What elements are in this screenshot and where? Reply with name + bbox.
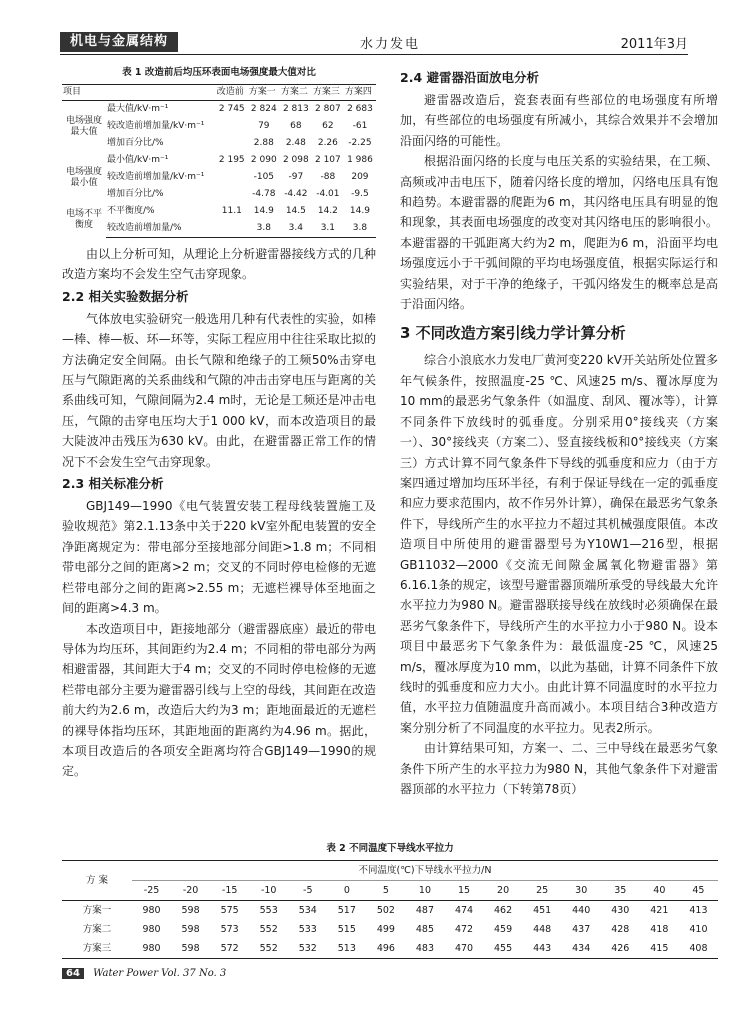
- header-rule: [60, 54, 688, 55]
- table2-temp-cell: 15: [445, 881, 484, 901]
- table1-cell: 209: [351, 172, 369, 182]
- table2-temp-cell: 40: [640, 881, 679, 901]
- table1-header-cell: 项目: [62, 85, 106, 101]
- table2-temp-cell: 20: [484, 881, 523, 901]
- table2-cell: 410: [689, 924, 708, 935]
- table1-row: [62, 152, 376, 169]
- table2: [62, 860, 718, 959]
- table1-cell: 1 986: [347, 155, 373, 165]
- paragraph: 本改造项目中，距接地部分（避雷器底座）最近的带电导体为均压环，其间距约为2.4 m；不同相的带电部分为两相避雷器，其间距大于4 m；交叉的不同时停电检修的无遮栏带电部分主要为避雷器引线与上空的母线，其间距在改造前大约为2.6 m，改造后大约为3 m；距地面最近的无遮栏的裸导体指均压环，其距地面的距离约为4.96 m。据此，本项目改造后的各项安全距离均符合GBJ149—1990的规定。: [62, 621, 376, 779]
- table2-cell: 598: [181, 924, 200, 935]
- table2-block: [62, 842, 718, 959]
- table2-cell: 533: [298, 924, 317, 935]
- table2-cell: 470: [445, 939, 484, 959]
- table2-temp-cell: 25: [523, 881, 562, 901]
- table1-row-label: 最大值/kV·m⁻¹: [107, 104, 169, 114]
- paragraph: 由以上分析可知，从理论上分析避雷器接线方式的几种改造方案均不会发生空气击穿现象。: [62, 247, 376, 282]
- table2-cell: 980: [132, 939, 171, 959]
- table2-cell: 462: [494, 905, 513, 916]
- table1-row-label: 较改造前增加量/%: [106, 220, 216, 238]
- table2-temp-cell: 35: [601, 881, 640, 901]
- table2-cell: 428: [611, 924, 630, 935]
- table2-cell: 440: [572, 905, 591, 916]
- table2-cell: 598: [181, 905, 200, 916]
- table1-row-label: 增加百分比/%: [107, 189, 164, 199]
- table2-cell: 426: [601, 939, 640, 959]
- table2-cell: 474: [454, 905, 474, 916]
- table1-row: [62, 220, 376, 238]
- table2-cell: 415: [640, 939, 679, 959]
- table1-cell: 2 683: [347, 104, 373, 114]
- table1-cell: -97: [288, 172, 304, 182]
- table1-header-cell: 方案二: [280, 85, 312, 101]
- table2-cell: 980: [142, 924, 161, 935]
- table1-header-cell: [106, 85, 216, 101]
- heading-3: 3 不同改造方案引线力学计算分析: [400, 324, 626, 343]
- heading-2-3: 2.3 相关标准分析: [62, 476, 164, 492]
- section-tag: 机电与金属结构: [60, 32, 178, 52]
- paragraph: 气体放电实验研究一般选用几种有代表性的实验，如棒—棒、棒—板、环—环等，实际工程应用中往往采取比拟的方法确定安全间隔。由长气隙和绝缘子的工频50%击穿电压与气隙距离的关系曲线和气隙的冲击击穿电压与距离的关系曲线可知，气隙间隔为2.4 m时，无论是工频还是冲击电压，气隙的击穿电压均大于1 000 kV，而本改造项目的最大陡波冲击残压为630 kV。由此，在避雷器正常工作的情况下不会发生空气击穿现象。: [62, 311, 376, 469]
- table2-col-head: 方 案: [62, 861, 132, 901]
- table1-cell: 2 090: [250, 155, 277, 165]
- table2-temp-cell: 45: [679, 881, 718, 901]
- table1-cell: 14.5: [285, 206, 306, 216]
- page-number: 64: [62, 968, 84, 979]
- heading-2-4: 2.4 避雷器沿面放电分析: [400, 70, 539, 85]
- table1-cell: 2 195: [218, 155, 245, 165]
- table2-cell: 434: [562, 939, 601, 959]
- table2-cell: 573: [220, 924, 239, 935]
- table2-cell: 430: [611, 905, 630, 916]
- table2-temp-cell: 10: [405, 881, 444, 901]
- table2-cell: 459: [494, 924, 513, 935]
- table2-temp-cell: 30: [562, 881, 601, 901]
- paragraph: 综合小浪底水力发电厂黄河变220 kV开关站所处位置多年气候条件，按照温度-25 ℃、风速25 m/s、覆冰厚度为10 mm的最恶劣气象条件（如温度、刮风、覆冰等），计算不同条件下放线时的弧垂度。分别采用0°接线夹（方案一）、30°接线夹（方案二）、竖直接线板和0°接线夹（方案三）方式计算不同气象条件下导线的弧垂度和应力（由于方案四通过增加均压环半径，有利于保证导线在一定的弧垂度和应力要求范围内，故不作另外计算），确保在最恶劣气象条件下，导线所产生的水平拉力不超过其机械强度限值。本改造项目中所使用的避雷器型号为Y10W1—216型，根据GB11032—2000《交流无间隙金属氧化物避雷器》第6.16.1条的规定，该型号避雷器顶端所承受的导线最大允许水平拉力为980 N。避雷器联接导线在放线时必须确保在最恶劣气象条件下，导线所产生的水平拉力小于980 N。设本项目中最恶劣下气象条件为：最低温度-25 ℃，风速25 m/s，覆冰厚度为10 mm，以此为基础，计算不同条件下放线时的弧垂度和应力大小。由此计算不同温度时的水平拉力值，水平拉力值随温度升高而减小。本项目结合3种改造方案分别分析了不同温度的水平拉力。见表2所示。: [400, 353, 719, 735]
- table1-cell: [216, 118, 248, 135]
- table2-span-head: 不同温度(℃)下导线水平拉力/N: [132, 861, 718, 881]
- heading-2-2: 2.2 相关实验数据分析: [62, 288, 189, 304]
- table2-cell: 437: [572, 924, 591, 935]
- table2-cell: 513: [327, 939, 366, 959]
- table2-cell: 980: [142, 905, 161, 916]
- journal-name: 水力发电: [360, 37, 421, 52]
- issue-date: 2011年3月: [620, 37, 688, 52]
- table2-row: [62, 920, 718, 939]
- table2-cell: 575: [220, 905, 239, 916]
- table2-temp-cell: -25: [132, 881, 171, 901]
- table2-cell: 502: [376, 905, 395, 916]
- table1-cell: 2 824: [250, 104, 277, 114]
- table2-temp-cell: -10: [249, 881, 288, 901]
- table2-cell: 413: [689, 905, 708, 916]
- table1-header-cell: 方案四: [344, 85, 376, 101]
- table1-cell: [216, 220, 248, 238]
- table1-cell: 2.88: [253, 138, 274, 148]
- left-column: [62, 66, 376, 782]
- table1-cell: 14.9: [349, 206, 370, 216]
- table1-cell: 79: [258, 121, 270, 131]
- table2-row: [62, 939, 718, 959]
- table1-cell: [216, 135, 248, 152]
- table1-header-cell: 方案三: [312, 85, 344, 101]
- table1-cell: 3.1: [312, 220, 344, 238]
- table2-temp-cell: 5: [366, 881, 405, 901]
- paragraph: 根据沿面闪络的长度与电压关系的实验结果，在工频、高频或冲击电压下，随着闪络长度的增加，闪络电压具有饱和趋势。本避雷器的爬距为6 m，其闪络电压具有明显的饱和现象，其表面电场强度的改变对其闪络电压的影响很小。本避雷器的干弧距离大约为2 m，爬距为6 m，沿面平均电场强度远小于干弧间隙的平均电场强度值，根据实际运行和实验结果，对于干净的绝缘子，干弧闪络发生的概率总是高于沿面闪络。: [400, 154, 718, 312]
- table1-cell: 11.1: [221, 206, 242, 216]
- table1-row-label: 较改造前增加量/kV·m⁻¹: [107, 172, 205, 182]
- table1-cell: -4.01: [316, 189, 340, 199]
- table2-row-label: 方案一: [82, 905, 112, 916]
- table1-cell: 2 745: [218, 104, 245, 114]
- table1-row: [62, 101, 376, 119]
- table1-cell: -4.42: [284, 189, 308, 199]
- table1-cell: -4.78: [252, 189, 276, 199]
- table2-temp-cell: 0: [327, 881, 366, 901]
- table2-row-label: 方案三: [62, 939, 132, 959]
- right-column: [400, 66, 718, 799]
- table2-cell: 532: [288, 939, 327, 959]
- table1-cell: -9.5: [351, 189, 369, 199]
- table2-cell: 443: [523, 939, 562, 959]
- table1-cell: 3.4: [280, 220, 312, 238]
- paragraph: 由计算结果可知，方案一、二、三中导线在最恶劣气象条件下所产生的水平拉力为980 N，其他气象条件下对避雷器顶部的水平拉力（下转第78页）: [400, 741, 718, 796]
- table2-cell: 448: [533, 924, 552, 935]
- table1-cell: -105: [253, 172, 275, 182]
- table2-row: [62, 901, 718, 921]
- page-header: [0, 0, 748, 52]
- paragraph: GBJ149—1990《电气装置安装工程母线装置施工及验收规范》第2.1.13条中关于220 kV室外配电装置的安全净距离规定为：带电部分至接地部分间距>1.8 m；不同相带电部分之间的距离>2 m；交叉的不同时停电检修的无遮栏带电部分之间的距离>2.55 m；无遮栏裸导体至地面之间的距离>4.3 m。: [62, 499, 376, 616]
- table1-cell: 2 813: [282, 104, 309, 114]
- table2-cell: 534: [298, 905, 317, 916]
- table1-cell: 3.8: [248, 220, 280, 238]
- table1-row-label: 最小值/kV·m⁻¹: [107, 155, 169, 165]
- table1-cell: 2.48: [285, 138, 306, 148]
- table2-cell: 408: [679, 939, 718, 959]
- table2-cell: 483: [405, 939, 444, 959]
- table2-cell: 487: [415, 905, 435, 916]
- table1-row: [62, 186, 376, 203]
- table1-row: [62, 118, 376, 135]
- table1-cell: 2 107: [314, 155, 341, 165]
- table2-cell: 496: [366, 939, 405, 959]
- table2-temp-cell: -15: [210, 881, 249, 901]
- table2-cell: 553: [259, 905, 278, 916]
- table1-header-cell: 方案一: [248, 85, 280, 101]
- table1-row-label: 增加百分比/%: [107, 138, 164, 148]
- table2-caption: 表 2 不同温度下导线水平拉力: [326, 843, 454, 854]
- table2-cell: 598: [171, 939, 210, 959]
- table1-cell: 2 098: [282, 155, 309, 165]
- table2-cell: 472: [454, 924, 474, 935]
- table2-cell: 552: [249, 939, 288, 959]
- table2-temp-cell: -5: [288, 881, 327, 901]
- table2-cell: 517: [337, 905, 356, 916]
- table1-row-label: 不平衡度/%: [107, 206, 155, 216]
- table1-cell: 14.2: [317, 206, 338, 216]
- table1-cell: 68: [290, 121, 302, 131]
- table1-row: [62, 169, 376, 186]
- table2-cell: 451: [533, 905, 552, 916]
- page-footer: [62, 968, 226, 979]
- table2-cell: 485: [415, 924, 435, 935]
- table1-cell: -88: [320, 172, 336, 182]
- table2-cell: 499: [376, 924, 395, 935]
- table2-cell: 455: [484, 939, 523, 959]
- table1-cell: 2 807: [314, 104, 341, 114]
- table1-cell: 14.9: [253, 206, 274, 216]
- table1-cell: 2.26: [317, 138, 338, 148]
- table2-cell: 418: [650, 924, 669, 935]
- footer-journal: Water Power Vol. 37 No. 3: [93, 968, 227, 979]
- table1-row-label: 较改造前增加量/kV·m⁻¹: [107, 121, 205, 131]
- table1-cell: -61: [352, 121, 368, 131]
- table2-cell: 572: [210, 939, 249, 959]
- table2-cell: 552: [259, 924, 278, 935]
- table1-cell: -2.25: [348, 138, 372, 148]
- table2-cell: 421: [650, 905, 669, 916]
- paragraph: 避雷器改造后，瓷套表面有些部位的电场强度有所增加，有些部位的电场强度有所减小，其综合效果并不会增加沿面闪络的可能性。: [400, 93, 718, 148]
- table1-group-label: 电场强度最大值: [65, 115, 102, 137]
- table2-row-label: 方案二: [82, 924, 112, 935]
- table1-cell: [216, 186, 248, 203]
- table2-temp-cell: -20: [171, 881, 210, 901]
- table1: [62, 84, 376, 238]
- table2-cell: 515: [337, 924, 356, 935]
- table1-cell: [216, 169, 248, 186]
- table1-row: [62, 135, 376, 152]
- table1-cell: 62: [322, 121, 334, 131]
- table1-group-label: 电场不平衡度: [65, 209, 102, 231]
- table1-group-label: 电场强度最小值: [65, 166, 102, 188]
- table1-row: [62, 203, 376, 220]
- table1-header-cell: 改造前: [216, 85, 248, 101]
- table1-cell: 3.8: [344, 220, 376, 238]
- table1-caption: 表 1 改造前后均压环表面电场强度最大值对比: [122, 67, 316, 78]
